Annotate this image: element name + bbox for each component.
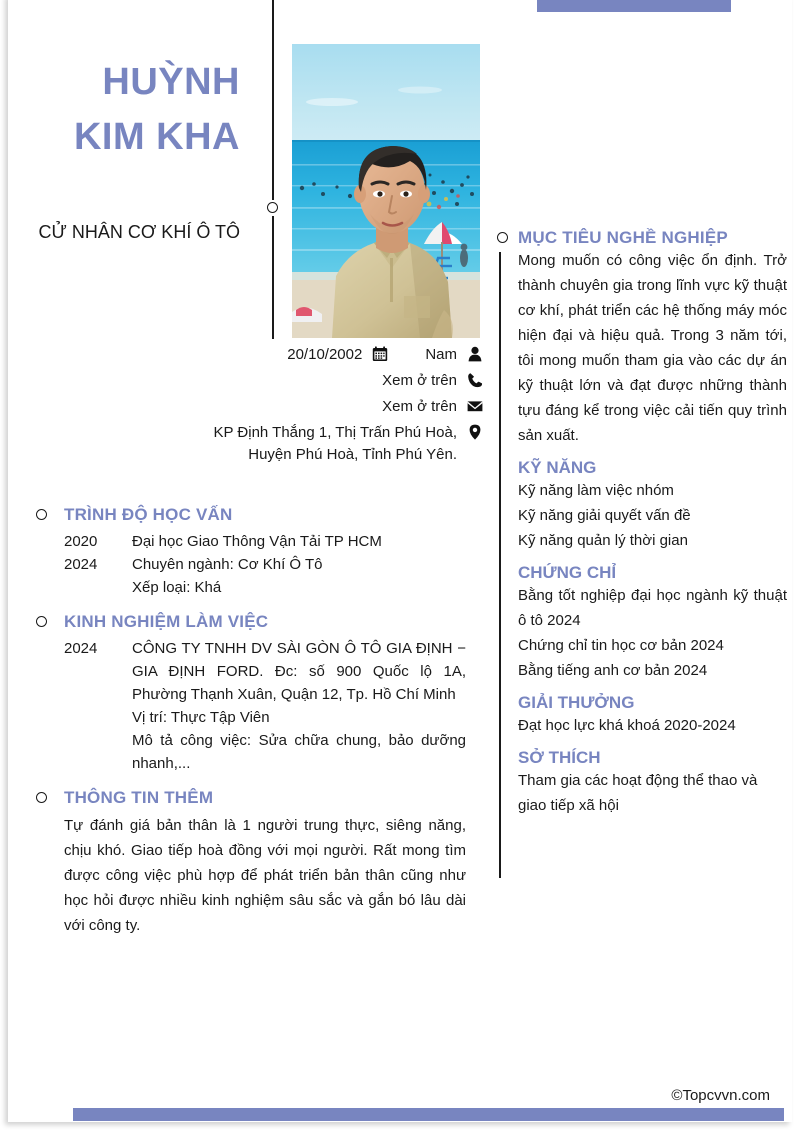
bottom-accent-bar bbox=[73, 1108, 784, 1121]
phone-value: Xem ở trên bbox=[382, 372, 457, 389]
email-value: Xem ở trên bbox=[382, 398, 457, 415]
skills-heading: KỸ NĂNG bbox=[518, 458, 597, 477]
hobbies-list bbox=[518, 768, 787, 818]
certificates-list bbox=[518, 583, 787, 683]
list-item: Kỹ năng giải quyết vấn đề bbox=[518, 507, 691, 524]
section-additional-info bbox=[36, 788, 466, 938]
education-grade: Xếp loại: Khá bbox=[132, 579, 222, 596]
list-item: Bằng tốt nghiệp đại học ngành kỹ thuật ô tô 2024 bbox=[518, 587, 787, 629]
top-accent-bar bbox=[537, 0, 731, 12]
contact-row-email bbox=[170, 396, 486, 418]
gender-value: Nam bbox=[425, 346, 457, 363]
list-item: Bằng tiếng anh cơ bản 2024 bbox=[518, 662, 708, 679]
education-year-end: 2024 bbox=[64, 556, 98, 573]
candidate-name bbox=[0, 55, 258, 165]
birthdate-value: 20/10/2002 bbox=[287, 346, 363, 363]
section-objective bbox=[497, 228, 787, 448]
header-divider-circle bbox=[267, 202, 278, 213]
contact-row-address bbox=[170, 422, 486, 466]
experience-entry bbox=[36, 637, 466, 775]
address-line-1: KP Định Thắng 1, Thị Trấn Phú Hoà, bbox=[213, 424, 457, 441]
section-awards bbox=[497, 693, 787, 738]
section-marker-icon bbox=[36, 509, 47, 520]
profile-photo bbox=[292, 44, 480, 338]
calendar-icon bbox=[369, 344, 391, 362]
hobbies-heading: SỞ THÍCH bbox=[518, 748, 601, 767]
objective-heading: MỤC TIÊU NGHỀ NGHIỆP bbox=[518, 228, 728, 247]
additional-heading: THÔNG TIN THÊM bbox=[64, 788, 214, 807]
section-experience bbox=[36, 612, 466, 775]
contact-row-phone bbox=[170, 370, 486, 392]
education-years bbox=[64, 530, 132, 599]
additional-text: Tự đánh giá bản thân là 1 người trung thực, siêng năng, chịu khó. Giao tiếp hoà đồng với mọi người. Rất mong tìm được công việc phù hợp để phát triển bản thân cũng như học hỏi được nhiều kinh nghiệm sâu sắc và gắn bó lâu dài với công ty. bbox=[64, 817, 466, 934]
section-skills bbox=[497, 458, 787, 553]
header-divider-line-top bbox=[272, 0, 274, 200]
name-line-2: KIM KHA bbox=[73, 116, 240, 158]
section-certificates bbox=[497, 563, 787, 683]
header-divider-line-bottom bbox=[272, 216, 274, 339]
left-column bbox=[36, 505, 466, 951]
experience-heading: KINH NGHIỆM LÀM VIỆC bbox=[64, 612, 269, 631]
education-school: Đại học Giao Thông Vận Tải TP HCM bbox=[132, 533, 382, 550]
contact-birthdate bbox=[287, 344, 391, 366]
objective-text: Mong muốn có công việc ổn định. Trở thành chuyên gia trong lĩnh vực kỹ thuật cơ khí, phát triển các hệ thống máy móc hiện đại và hiệu quả. Trong 3 năm tới, tôi mong muốn tham gia vào các dự án kỹ thuật lớn và đạt được những thành tựu đáng kể trong việc cải tiến quy trình sản xuất. bbox=[518, 252, 787, 444]
contact-row-birth-gender bbox=[170, 344, 486, 366]
experience-details bbox=[132, 637, 466, 775]
education-major: Chuyên ngành: Cơ Khí Ô Tô bbox=[132, 556, 323, 573]
experience-description: Mô tả công việc: Sửa chữa chung, bảo dưỡng nhanh,... bbox=[132, 732, 466, 772]
list-item: Kỹ năng làm việc nhóm bbox=[518, 482, 674, 499]
experience-year: 2024 bbox=[64, 640, 98, 657]
footer-copyright: ©Topcvvn.com bbox=[671, 1087, 770, 1104]
awards-list bbox=[518, 713, 787, 738]
awards-heading: GIẢI THƯỞNG bbox=[518, 693, 635, 712]
location-pin-icon bbox=[464, 422, 486, 440]
section-education bbox=[36, 505, 466, 599]
contact-block bbox=[170, 344, 486, 470]
education-heading: TRÌNH ĐỘ HỌC VẤN bbox=[64, 505, 233, 524]
list-item: Kỹ năng quản lý thời gian bbox=[518, 532, 688, 549]
address-value bbox=[214, 422, 458, 466]
section-marker-icon bbox=[497, 232, 508, 243]
list-item: Chứng chỉ tin học cơ bản 2024 bbox=[518, 637, 724, 654]
job-title: CỬ NHÂN CƠ KHÍ Ô TÔ bbox=[38, 222, 240, 242]
experience-company: CÔNG TY TNHH DV SÀI GÒN Ô TÔ GIA ĐỊNH − GIA ĐỊNH FORD. Đc: số 900 Quốc lộ 1A, Phường Thạnh Xuân, Quận 12, Tp. Hồ Chí Minh bbox=[132, 640, 466, 703]
contact-gender bbox=[425, 344, 486, 366]
certificates-heading: CHỨNG CHỈ bbox=[518, 563, 617, 582]
list-item: Tham gia các hoạt động thể thao và giao tiếp xã hội bbox=[518, 772, 758, 814]
right-column bbox=[497, 228, 787, 818]
education-entry bbox=[36, 530, 466, 599]
skills-list bbox=[518, 478, 787, 553]
experience-years bbox=[64, 637, 132, 775]
envelope-icon bbox=[464, 396, 486, 414]
education-details bbox=[132, 530, 466, 599]
section-marker-icon bbox=[36, 616, 47, 627]
section-hobbies bbox=[497, 748, 787, 818]
education-year-start: 2020 bbox=[64, 533, 98, 550]
list-item: Đạt học lực khá khoá 2020-2024 bbox=[518, 717, 736, 734]
address-line-2: Huyện Phú Hoà, Tỉnh Phú Yên. bbox=[248, 446, 457, 463]
name-line-1: HUỲNH bbox=[102, 61, 240, 103]
experience-position: Vị trí: Thực Tập Viên bbox=[132, 709, 270, 726]
person-icon bbox=[464, 344, 486, 362]
section-marker-icon bbox=[36, 792, 47, 803]
phone-icon bbox=[464, 370, 486, 388]
